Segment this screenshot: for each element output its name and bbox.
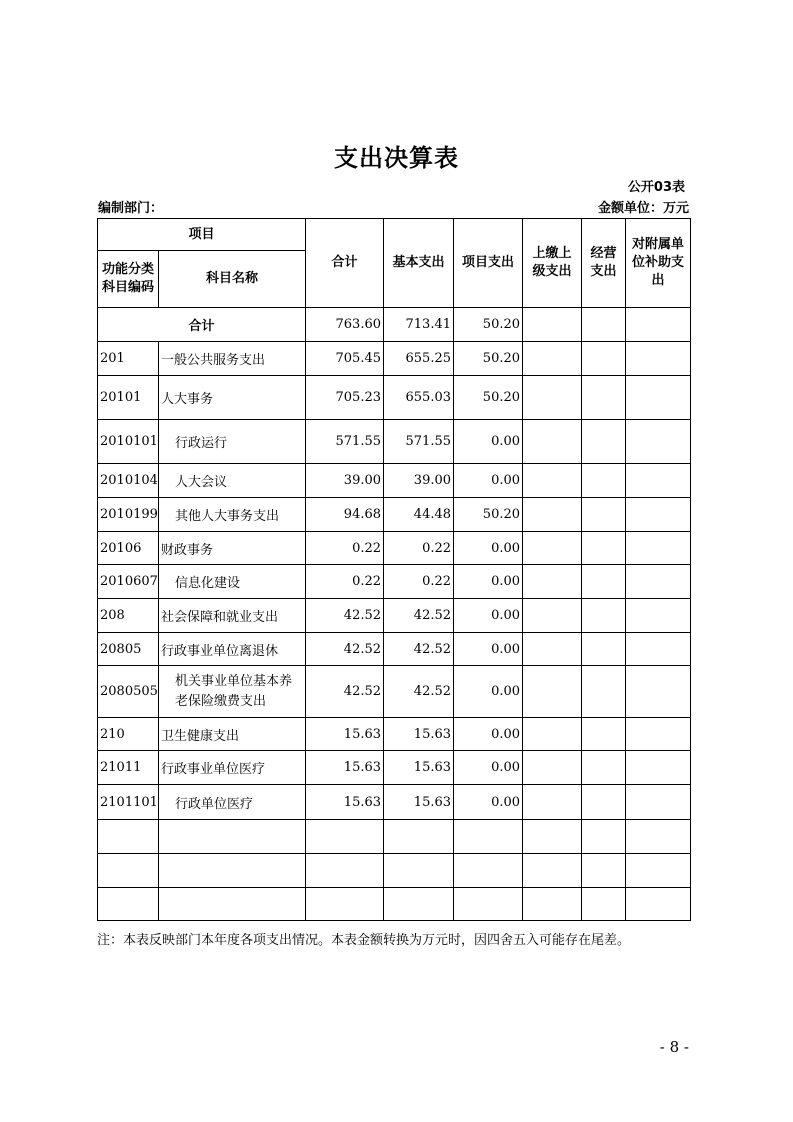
- row-name: 其他人大事务支出: [159, 498, 306, 532]
- expenditure-table: [97, 218, 691, 921]
- empty-cell: [159, 820, 306, 854]
- row-business: [582, 785, 626, 820]
- row-total: 42.52: [306, 599, 384, 633]
- empty-cell: [306, 888, 384, 921]
- row-code: 2010101: [98, 420, 159, 464]
- row-code: 2010104: [98, 464, 159, 498]
- row-business: [582, 751, 626, 785]
- row-name: 信息化建设: [159, 565, 306, 599]
- row-project: 0.00: [454, 532, 523, 565]
- table-code: 公开03表: [627, 180, 685, 195]
- table-row: [98, 342, 691, 376]
- header-func-code: 功能分类科目编码: [98, 251, 159, 308]
- page-number: - 8 -: [659, 1038, 689, 1056]
- table-row: [98, 785, 691, 820]
- row-upper: [523, 718, 582, 751]
- empty-cell: [98, 888, 159, 921]
- total-project: 50.20: [454, 308, 523, 342]
- row-name: 卫生健康支出: [159, 718, 306, 751]
- empty-cell: [582, 888, 626, 921]
- row-basic: 39.00: [384, 464, 454, 498]
- footnote: 注：本表反映部门本年度各项支出情况。本表金额转换为万元时，因四舍五入可能存在尾差。: [97, 933, 631, 948]
- empty-row: [98, 888, 691, 921]
- row-project: 0.00: [454, 751, 523, 785]
- table-row: [98, 718, 691, 751]
- row-total: 0.22: [306, 532, 384, 565]
- empty-cell: [454, 820, 523, 854]
- table-row: [98, 666, 691, 718]
- empty-cell: [626, 854, 691, 888]
- row-basic: 42.52: [384, 666, 454, 718]
- empty-cell: [98, 854, 159, 888]
- row-upper: [523, 532, 582, 565]
- row-total: 15.63: [306, 751, 384, 785]
- row-upper: [523, 420, 582, 464]
- row-name: 一般公共服务支出: [159, 342, 306, 376]
- row-basic: 15.63: [384, 785, 454, 820]
- row-upper: [523, 376, 582, 420]
- row-code: 20101: [98, 376, 159, 420]
- row-code: 2010199: [98, 498, 159, 532]
- row-upper: [523, 342, 582, 376]
- empty-row: [98, 820, 691, 854]
- row-project: 0.00: [454, 666, 523, 718]
- row-project: 0.00: [454, 785, 523, 820]
- row-total: 705.45: [306, 342, 384, 376]
- row-project: 0.00: [454, 718, 523, 751]
- row-name: 财政事务: [159, 532, 306, 565]
- table-row: [98, 751, 691, 785]
- row-code: 2101101: [98, 785, 159, 820]
- empty-cell: [523, 820, 582, 854]
- row-name: 行政运行: [159, 420, 306, 464]
- row-project: 0.00: [454, 633, 523, 666]
- table-row: [98, 376, 691, 420]
- row-subsidiary: [626, 751, 691, 785]
- row-upper: [523, 498, 582, 532]
- row-code: 20106: [98, 532, 159, 565]
- row-subsidiary: [626, 718, 691, 751]
- row-upper: [523, 633, 582, 666]
- row-basic: 15.63: [384, 751, 454, 785]
- row-basic: 42.52: [384, 633, 454, 666]
- row-code: 201: [98, 342, 159, 376]
- empty-cell: [626, 888, 691, 921]
- row-name: 行政事业单位医疗: [159, 751, 306, 785]
- table-row: [98, 633, 691, 666]
- row-project: 50.20: [454, 498, 523, 532]
- empty-cell: [523, 854, 582, 888]
- header-project: 项目: [98, 219, 306, 251]
- row-subsidiary: [626, 498, 691, 532]
- row-total: 39.00: [306, 464, 384, 498]
- row-project: 0.00: [454, 599, 523, 633]
- row-upper: [523, 785, 582, 820]
- row-basic: 42.52: [384, 599, 454, 633]
- total-row: [98, 308, 691, 342]
- row-subsidiary: [626, 565, 691, 599]
- row-subsidiary: [626, 420, 691, 464]
- empty-cell: [454, 854, 523, 888]
- row-basic: 655.25: [384, 342, 454, 376]
- row-name: 人大会议: [159, 464, 306, 498]
- row-code: 2080505: [98, 666, 159, 718]
- row-name: 社会保障和就业支出: [159, 599, 306, 633]
- empty-cell: [384, 888, 454, 921]
- header-project-exp: 项目支出: [454, 219, 523, 308]
- row-subsidiary: [626, 464, 691, 498]
- empty-cell: [98, 820, 159, 854]
- empty-cell: [384, 854, 454, 888]
- row-project: 0.00: [454, 464, 523, 498]
- header-subsidiary: 对附属单位补助支出: [626, 219, 691, 308]
- row-business: [582, 599, 626, 633]
- total-basic: 713.41: [384, 308, 454, 342]
- row-basic: 0.22: [384, 532, 454, 565]
- empty-cell: [159, 854, 306, 888]
- row-business: [582, 633, 626, 666]
- empty-cell: [384, 820, 454, 854]
- row-subsidiary: [626, 785, 691, 820]
- row-business: [582, 718, 626, 751]
- row-subsidiary: [626, 666, 691, 718]
- row-subsidiary: [626, 599, 691, 633]
- row-upper: [523, 599, 582, 633]
- row-business: [582, 565, 626, 599]
- row-basic: 655.03: [384, 376, 454, 420]
- row-business: [582, 498, 626, 532]
- table-row: [98, 420, 691, 464]
- header-total: 合计: [306, 219, 384, 308]
- total-subsidiary: [626, 308, 691, 342]
- page-title: 支出决算表: [334, 144, 459, 172]
- row-name: 机关事业单位基本养老保险缴费支出: [159, 666, 306, 718]
- row-subsidiary: [626, 532, 691, 565]
- row-code: 20805: [98, 633, 159, 666]
- row-project: 0.00: [454, 420, 523, 464]
- row-project: 50.20: [454, 342, 523, 376]
- empty-cell: [454, 888, 523, 921]
- row-name: 人大事务: [159, 376, 306, 420]
- row-business: [582, 666, 626, 718]
- row-business: [582, 342, 626, 376]
- row-upper: [523, 565, 582, 599]
- row-project: 50.20: [454, 376, 523, 420]
- row-total: 94.68: [306, 498, 384, 532]
- row-basic: 0.22: [384, 565, 454, 599]
- header-subject-name: 科目名称: [159, 251, 306, 308]
- total-total: 763.60: [306, 308, 384, 342]
- total-label: 合计: [98, 308, 306, 342]
- header-business: 经营支出: [582, 219, 626, 308]
- row-business: [582, 532, 626, 565]
- unit-label: 金额单位：万元: [597, 201, 689, 216]
- empty-cell: [306, 820, 384, 854]
- table-row: [98, 532, 691, 565]
- row-subsidiary: [626, 376, 691, 420]
- empty-cell: [582, 854, 626, 888]
- row-name: 行政事业单位离退休: [159, 633, 306, 666]
- row-basic: 15.63: [384, 718, 454, 751]
- header-basic: 基本支出: [384, 219, 454, 308]
- empty-cell: [523, 888, 582, 921]
- row-subsidiary: [626, 633, 691, 666]
- row-total: 15.63: [306, 718, 384, 751]
- row-upper: [523, 464, 582, 498]
- empty-row: [98, 854, 691, 888]
- row-subsidiary: [626, 342, 691, 376]
- table-row: [98, 464, 691, 498]
- row-business: [582, 376, 626, 420]
- row-total: 0.22: [306, 565, 384, 599]
- empty-cell: [306, 854, 384, 888]
- row-code: 2010607: [98, 565, 159, 599]
- row-project: 0.00: [454, 565, 523, 599]
- table-row: [98, 599, 691, 633]
- row-upper: [523, 751, 582, 785]
- table-row: [98, 498, 691, 532]
- row-business: [582, 464, 626, 498]
- dept-label: 编制部门：: [98, 201, 164, 216]
- row-name: 行政单位医疗: [159, 785, 306, 820]
- row-total: 42.52: [306, 633, 384, 666]
- row-total: 571.55: [306, 420, 384, 464]
- row-code: 210: [98, 718, 159, 751]
- row-total: 15.63: [306, 785, 384, 820]
- row-business: [582, 420, 626, 464]
- empty-cell: [626, 820, 691, 854]
- total-business: [582, 308, 626, 342]
- table-row: [98, 565, 691, 599]
- row-total: 705.23: [306, 376, 384, 420]
- row-basic: 44.48: [384, 498, 454, 532]
- row-total: 42.52: [306, 666, 384, 718]
- row-basic: 571.55: [384, 420, 454, 464]
- header-upper: 上缴上级支出: [523, 219, 582, 308]
- row-code: 208: [98, 599, 159, 633]
- row-upper: [523, 666, 582, 718]
- empty-cell: [582, 820, 626, 854]
- total-upper: [523, 308, 582, 342]
- row-code: 21011: [98, 751, 159, 785]
- empty-cell: [159, 888, 306, 921]
